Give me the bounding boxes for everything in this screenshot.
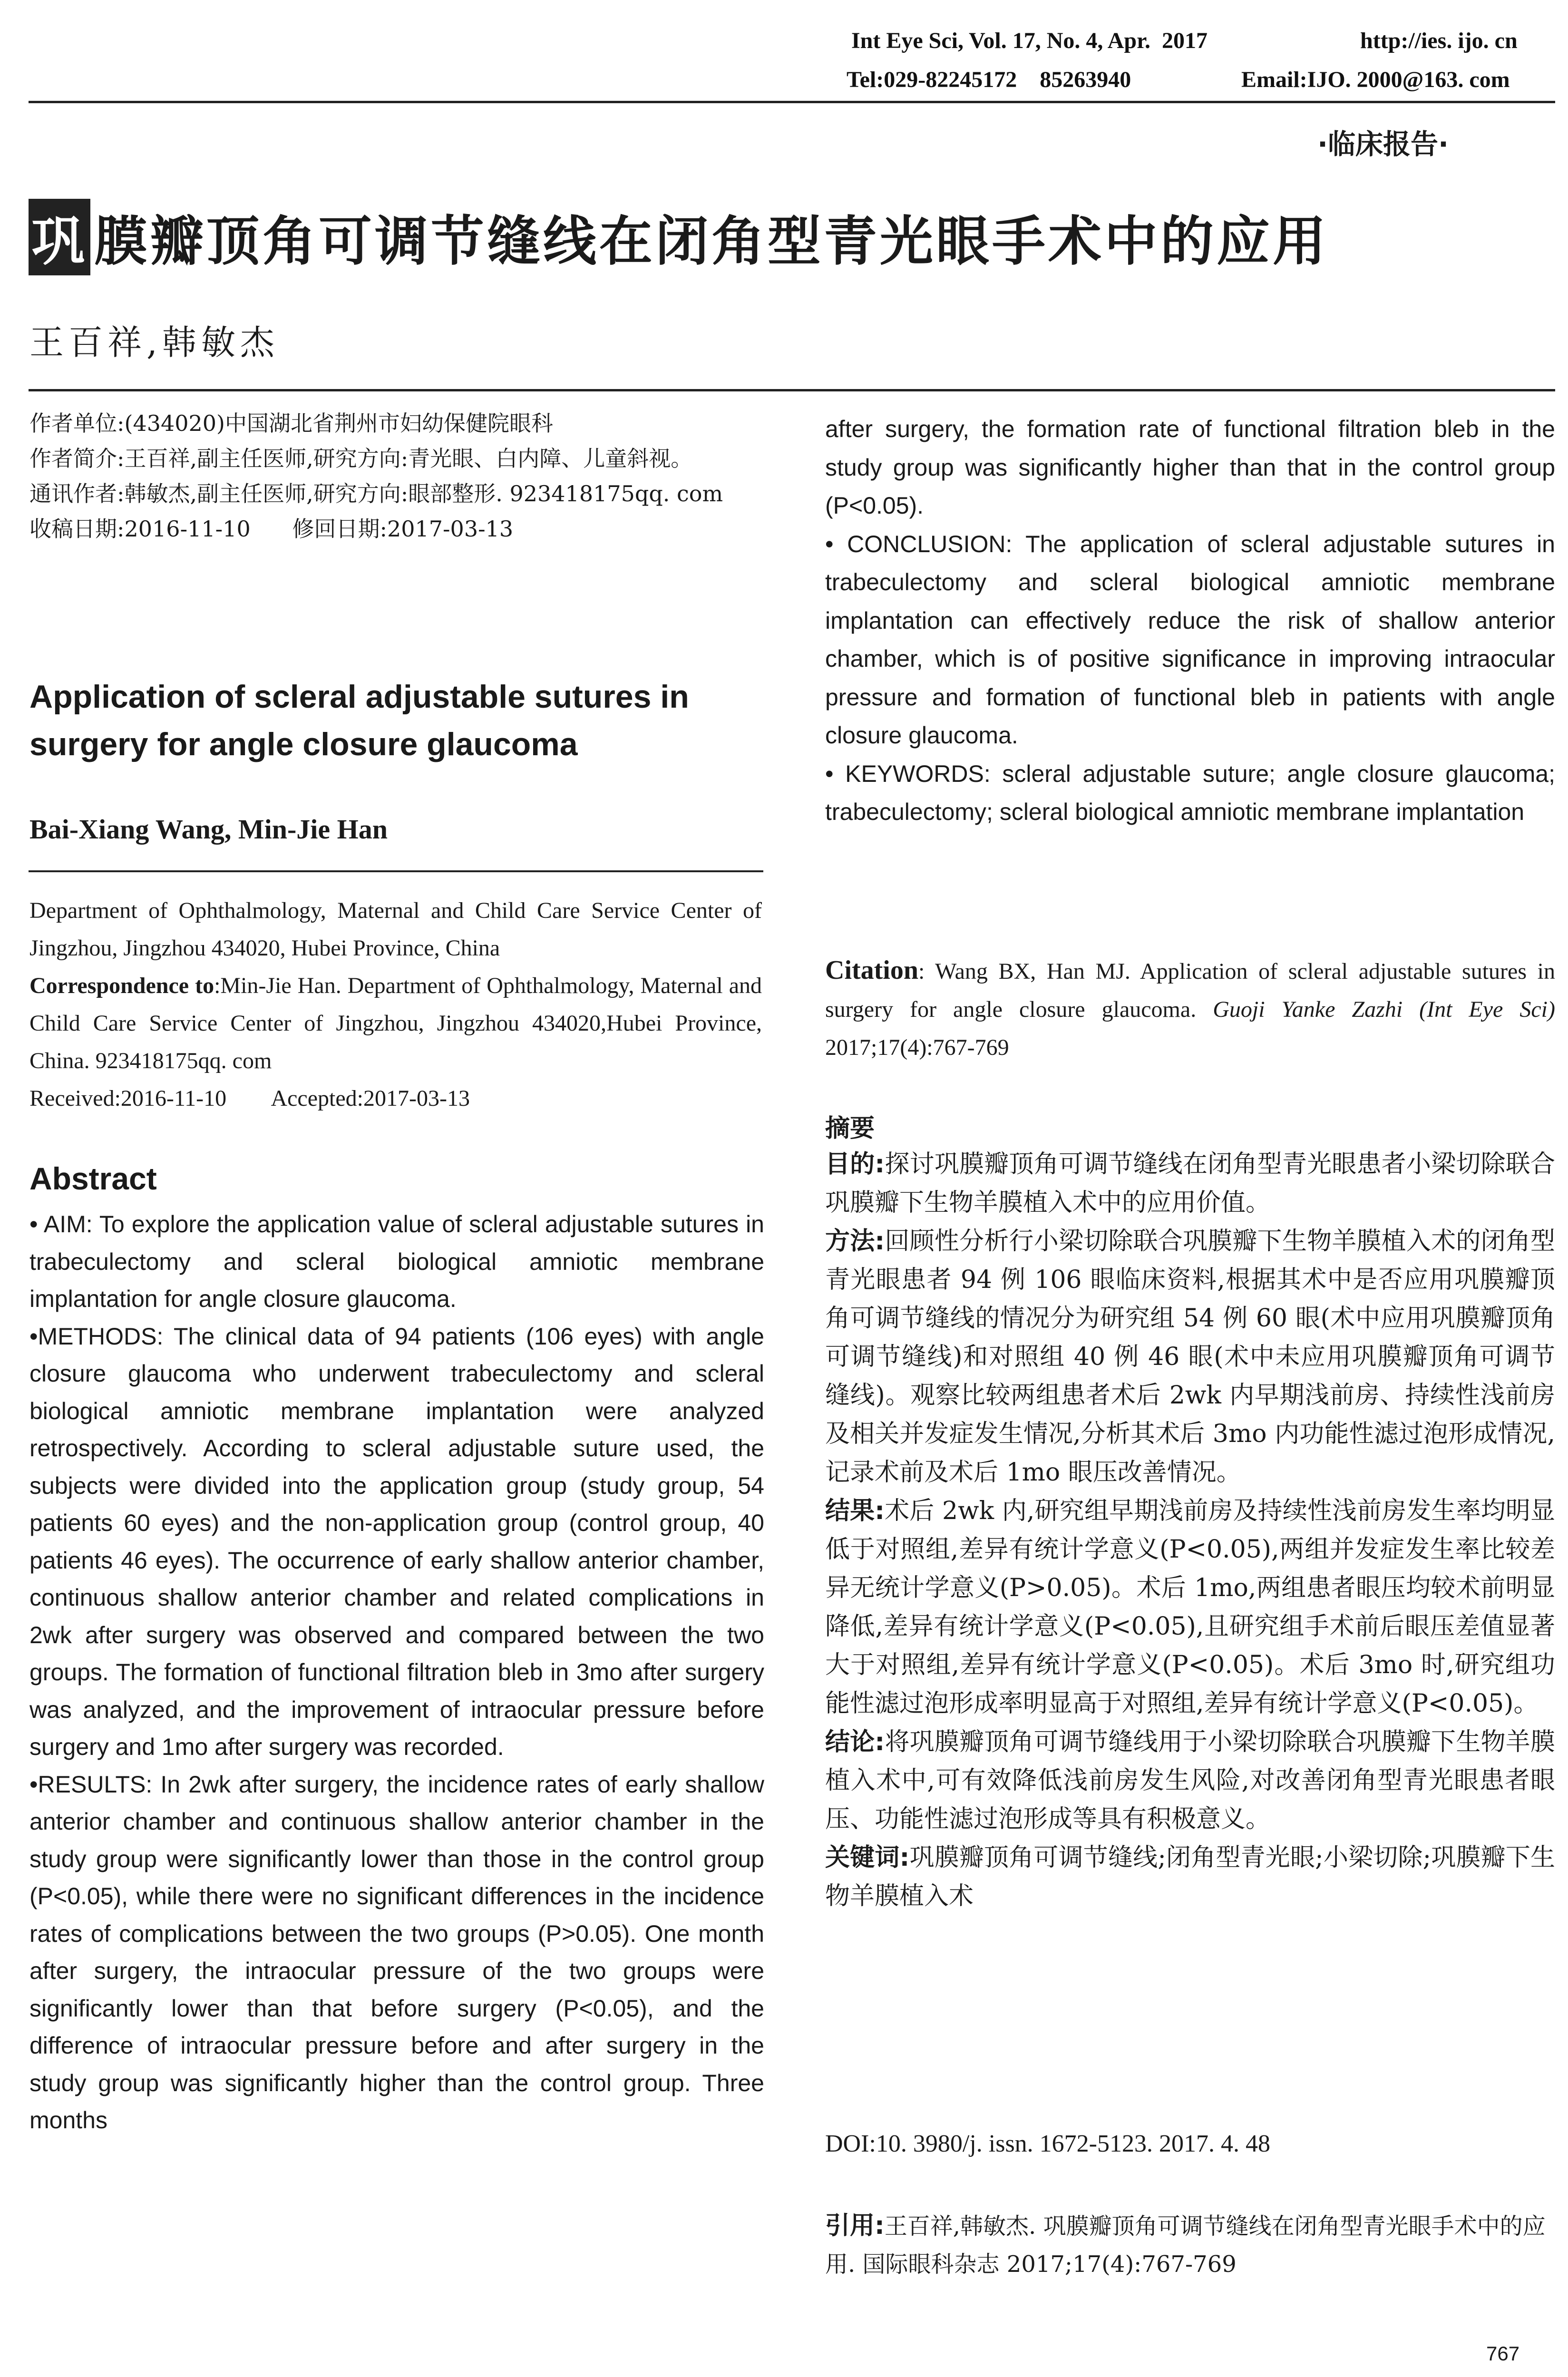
cn-citation — [825, 2207, 1555, 2283]
cn-keywords — [825, 1839, 1555, 1916]
doi[interactable]: DOI:10. 3980/j. issn. 1672-5123. 2017. 4. 48 — [825, 2130, 1270, 2157]
cn-conclusion-text: 将巩膜瓣顶角可调节缝线用于小梁切除联合巩膜瓣下生物羊膜植入术中,可有效降低浅前房发生风险,对改善闭角型青光眼患者眼压、功能性滤过泡形成等具有积极意义。 — [825, 1728, 1555, 1833]
section-label: ·临床报告· — [1317, 128, 1449, 160]
authors-en-rule — [29, 870, 763, 872]
title-en-line1: Application of scleral adjustable sutures in — [29, 679, 689, 715]
cn-methods-label: 方法: — [825, 1227, 885, 1256]
abstract-heading: Abstract — [29, 1161, 157, 1196]
cn-aim — [825, 1145, 1555, 1222]
cn-aim-text: 探讨巩膜瓣顶角可调节缝线在闭角型青光眼患者小梁切除联合巩膜瓣下生物羊膜植入术中的应用价值。 — [825, 1150, 1555, 1217]
abstract-keywords: • KEYWORDS: scleral adjustable suture; angle closure glaucoma; trabeculectomy; scleral biological amniotic membrane implantation — [825, 760, 1555, 825]
cn-conclusion-label: 结论: — [825, 1728, 885, 1756]
affiliation-dates: Received:2016-11-10 Accepted:2017-03-13 — [29, 1086, 470, 1111]
title-first-char: 巩 — [29, 199, 90, 275]
cn-citation-text: 王百祥,韩敏杰. 巩膜瓣顶角可调节缝线在闭角型青光眼手术中的应用. 国际眼科杂志 2017;17(4):767-769 — [825, 2213, 1546, 2278]
citation-journal: Guoji Yanke Zazhi (Int Eye Sci) — [1213, 997, 1555, 1022]
abstract-results: •RESULTS: In 2wk after surgery, the incidence rates of early shallow anterior chamber and continuous shallow anterior chamber in the study group were significantly lower than those in the control group (P<0.05), while there were no significant differences in the incidence rates of complications between the two groups (P>0.05). One month after surgery, the intraocular pressure of the two groups were significantly lower than that before surgery (P<0.05), and the difference of intraocular pressure before and after surgery in the study group was significantly higher than the control group. Three months — [29, 1771, 764, 2133]
authors-rule — [29, 389, 1555, 391]
cn-results — [825, 1492, 1555, 1723]
cn-aim-label: 目的: — [825, 1150, 885, 1179]
journal-info: Int Eye Sci, Vol. 17, No. 4, Apr. 2017 — [851, 28, 1208, 53]
info-dates: 收稿日期:2016-11-10 修回日期:2017-03-13 — [29, 516, 514, 542]
cn-keywords-text: 巩膜瓣顶角可调节缝线;闭角型青光眼;小梁切除;巩膜瓣下生物羊膜植入术 — [825, 1843, 1555, 1910]
citation-text: : Wang BX, Han MJ. Application of scleral adjustable sutures in surgery for angle closure glaucoma. — [825, 959, 1555, 1022]
title-rest: 膜瓣顶角可调节缝线在闭角型青光眼手术中的应用 — [94, 211, 1329, 273]
header-rule — [29, 101, 1555, 103]
article-title-en — [29, 673, 771, 768]
cn-citation-label: 引用: — [825, 2211, 885, 2240]
cn-abstract — [825, 1145, 1555, 1916]
affiliation-dept: Department of Ophthalmology, Maternal and Child Care Service Center of Jingzhou, Jingzhou 434020, Hubei Province, China — [29, 898, 762, 961]
abstract-methods: •METHODS: The clinical data of 94 patients (106 eyes) with angle closure glaucoma who underwent trabeculectomy and scleral biological amniotic membrane implantation were analyzed retrospectively. According to scleral adjustable suture used, the subjects were divided into the application group (study group, 54 patients 60 eyes) and the non-application group (control group, 40 patients 46 eyes). The occurrence of early shallow anterior chamber, continuous shallow anterior chamber and related complications in 2wk after surgery was observed and compared between the two groups. The formation of functional filtration bleb in 3mo after surgery was analyzed, and the improvement of intraocular pressure before surgery and 1mo after surgery was recorded. — [29, 1323, 764, 1760]
cn-results-label: 结果: — [825, 1497, 885, 1525]
citation-tail: 2017;17(4):767-769 — [825, 1035, 1009, 1060]
journal-email[interactable]: Email:IJO. 2000@163. com — [1241, 67, 1510, 92]
cn-results-text: 术后 2wk 内,研究组早期浅前房及持续性浅前房发生率均明显低于对照组,差异有统计学意义(P<0.05),两组并发症发生率比较差异无统计学意义(P>0.05)。术后 1mo,两组患者眼压均较术前明显降低,差异有统计学意义(P<0.05),且研究组手术前后眼压差值显著大于对照组,差异有统计学意义(P<0.05)。术后 3mo 时,研究组功能性滤过泡形成率明显高于对照组,差异有统计学意义(P<0.05)。 — [825, 1497, 1555, 1718]
abstract-results-cont: after surgery, the formation rate of functional filtration bleb in the study group was significantly higher than that in the control group (P<0.05). — [825, 416, 1555, 519]
article-title-cn — [29, 199, 1329, 275]
abstract-left — [29, 1206, 764, 2139]
title-en-line2: surgery for angle closure glaucoma — [29, 726, 578, 762]
cn-keywords-label: 关键词: — [825, 1843, 910, 1872]
info-corr: 通讯作者:韩敏杰,副主任医师,研究方向:眼部整形. 923418175qq. com — [29, 481, 723, 507]
corr-label: Correspondence to — [29, 973, 214, 998]
journal-url[interactable]: http://ies. ijo. cn — [1360, 28, 1518, 53]
affiliation-corr — [29, 967, 762, 1080]
citation-en — [825, 951, 1555, 1067]
cn-methods — [825, 1222, 1555, 1492]
authors-en: Bai-Xiang Wang, Min-Jie Han — [29, 814, 388, 845]
info-bio: 作者简介:王百祥,副主任医师,研究方向:青光眼、白内障、儿童斜视。 — [29, 446, 693, 471]
cn-abstract-heading: 摘要 — [825, 1114, 875, 1143]
cn-methods-text: 回顾性分析行小梁切除联合巩膜瓣下生物羊膜植入术的闭角型青光眼患者 94 例 106 眼临床资料,根据其术中是否应用巩膜瓣顶角可调节缝线的情况分为研究组 54 例 60 眼(术中应用巩膜瓣顶角可调节缝线)和对照组 40 例 46 眼(术中未应用巩膜瓣顶角可调节缝线)。观察比较两组患者术后 2wk 内早期浅前房、持续性浅前房及相关并发症发生情况,分析其术后 3mo 内功能性滤过泡形成情况,记录术前及术后 1mo 眼压改善情况。 — [825, 1227, 1555, 1487]
abstract-aim: • AIM: To explore the application value of scleral adjustable sutures in trabeculectomy and scleral biological amniotic membrane implantation for angle closure glaucoma. — [29, 1211, 764, 1312]
corr-text: :Min-Jie Han. Department of Ophthalmology, Maternal and Child Care Service Center of Jingzhou, Jingzhou 434020,Hubei Province, China. 923418175qq. com — [29, 973, 762, 1073]
cn-conclusion — [825, 1723, 1555, 1839]
affiliation-en — [29, 892, 762, 1117]
author-info-cn — [29, 408, 762, 544]
citation-label: Citation — [825, 955, 918, 985]
abstract-right — [825, 410, 1555, 831]
page-number: 767 — [1486, 2342, 1520, 2365]
abstract-conclusion: • CONCLUSION: The application of scleral adjustable sutures in trabeculectomy and scleral biological amniotic membrane implantation can effectively reduce the risk of shallow anterior chamber, which is of positive significance in improving intraocular pressure and formation of functional bleb in patients with angle closure glaucoma. — [825, 530, 1555, 749]
authors-cn: 王百祥,韩敏杰 — [29, 322, 279, 362]
journal-tel: Tel:029-82245172 85263940 — [847, 67, 1131, 92]
info-unit: 作者单位:(434020)中国湖北省荆州市妇幼保健院眼科 — [29, 410, 553, 436]
